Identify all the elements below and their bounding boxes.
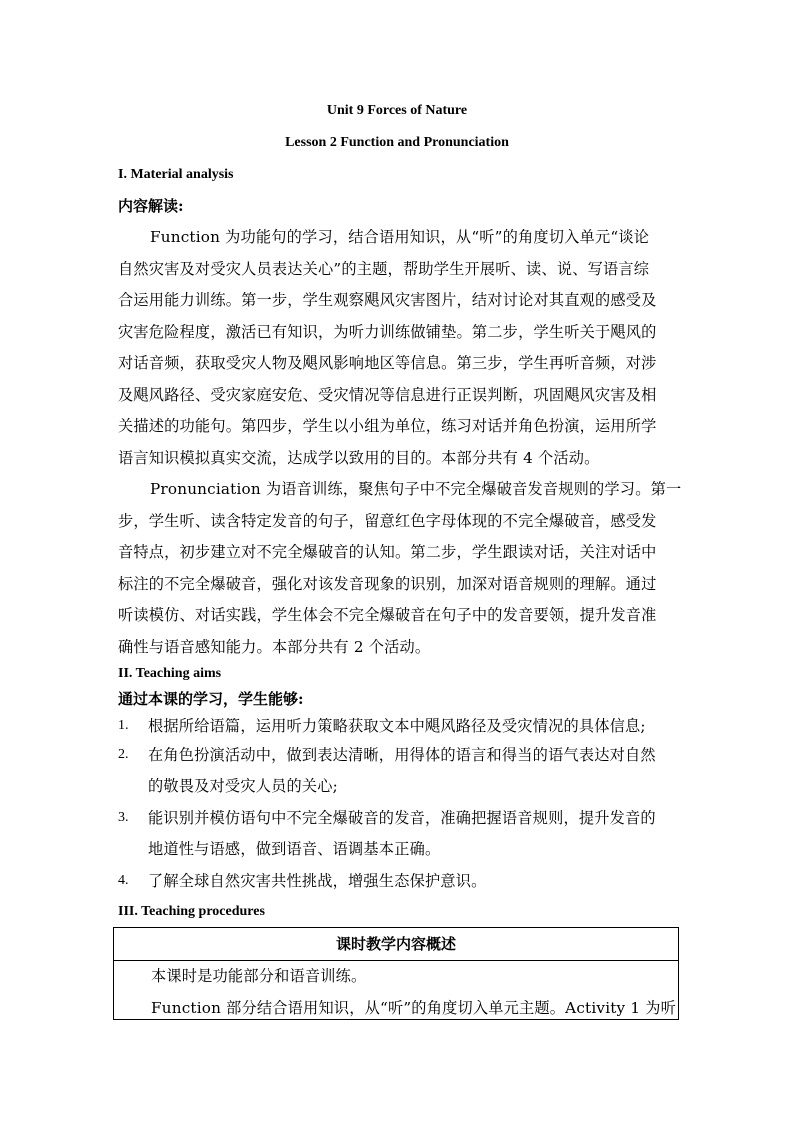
list-number: 2.: [118, 747, 129, 762]
table-cell-line: Function 部分结合语用知识，从“听”的角度切入单元主题。Activity 1 为听: [151, 999, 677, 1017]
paragraph-line: 标注的不完全爆破音，强化对该发音现象的识别，加深对语音规则的理解。通过: [118, 575, 657, 593]
unit-title: Unit 9 Forces of Nature: [326, 103, 468, 118]
paragraph-line: 确性与语音感知能力。本部分共有 2 个活动。: [118, 638, 431, 656]
list-item: 根据所给语篇，运用听力策略获取文本中飓风路径及受灾情况的具体信息;: [148, 717, 646, 735]
paragraph-line: 合运用能力训练。第一步，学生观察飓风灾害图片，结对讨论对其直观的感受及: [118, 291, 657, 309]
list-item-continuation: 地道性与语感，做到语音、语调基本正确。: [148, 840, 441, 858]
list-number: 4.: [118, 873, 129, 888]
paragraph-line: Function 为功能句的学习，结合语用知识，从“听”的角度切入单元“谈论: [150, 228, 650, 246]
list-item: 了解全球自然灾害共性挑战，增强生态保护意识。: [148, 872, 487, 890]
paragraph-line: 自然灾害及对受灾人员表达关心”的主题，帮助学生开展听、读、说、写语言综: [118, 260, 650, 278]
paragraph-line: 灾害危险程度，激活已有知识，为听力训练做铺垫。第二步，学生听关于飓风的: [118, 323, 657, 341]
paragraph-line: 音特点，初步建立对不完全爆破音的认知。第二步，学生跟读对话，关注对话中: [118, 543, 657, 561]
list-number: 3.: [118, 810, 129, 825]
paragraph-line: 步，学生听、读含特定发音的句子，留意红色字母体现的不完全爆破音，感受发: [118, 512, 657, 530]
section-heading-teaching-aims: II. Teaching aims: [118, 666, 222, 681]
paragraph-line: 对话音频，获取受灾人物及飓风影响地区等信息。第三步，学生再听音频，对涉: [118, 354, 657, 372]
paragraph-line: Pronunciation 为语音训练，聚焦句子中不完全爆破音发音规则的学习。第一: [150, 480, 682, 498]
list-number: 1.: [118, 718, 129, 733]
content-interpretation-heading: 内容解读:: [118, 197, 184, 215]
paragraph-line: 听读模仿、对话实践，学生体会不完全爆破音在句子中的发音要领，提升发音准: [118, 606, 657, 624]
lesson-overview-table: [113, 927, 679, 1020]
table-header: 课时教学内容概述: [114, 928, 678, 961]
paragraph-line: 关描述的功能句。第四步，学生以小组为单位，练习对话并角色扮演，运用所学: [118, 417, 657, 435]
teaching-aims-intro: 通过本课的学习，学生能够:: [118, 690, 304, 708]
paragraph-line: 语言知识模拟真实交流，达成学以致用的目的。本部分共有 4 个活动。: [118, 449, 600, 467]
section-heading-material-analysis: I. Material analysis: [118, 167, 234, 182]
section-heading-teaching-procedures: III. Teaching procedures: [118, 904, 265, 919]
paragraph-line: 及飓风路径、受灾家庭安危、受灾情况等信息进行正误判断，巩固飓风灾害及相: [118, 386, 657, 404]
table-cell-line: 本课时是功能部分和语音训练。: [151, 967, 367, 985]
list-item: 能识别并模仿语句中不完全爆破音的发音，准确把握语音规则，提升发音的: [148, 809, 656, 827]
list-item: 在角色扮演活动中，做到表达清晰，用得体的语言和得当的语气表达对自然: [148, 746, 656, 764]
lesson-title: Lesson 2 Function and Pronunciation: [285, 135, 509, 150]
list-item-continuation: 的敬畏及对受灾人员的关心;: [148, 777, 338, 795]
